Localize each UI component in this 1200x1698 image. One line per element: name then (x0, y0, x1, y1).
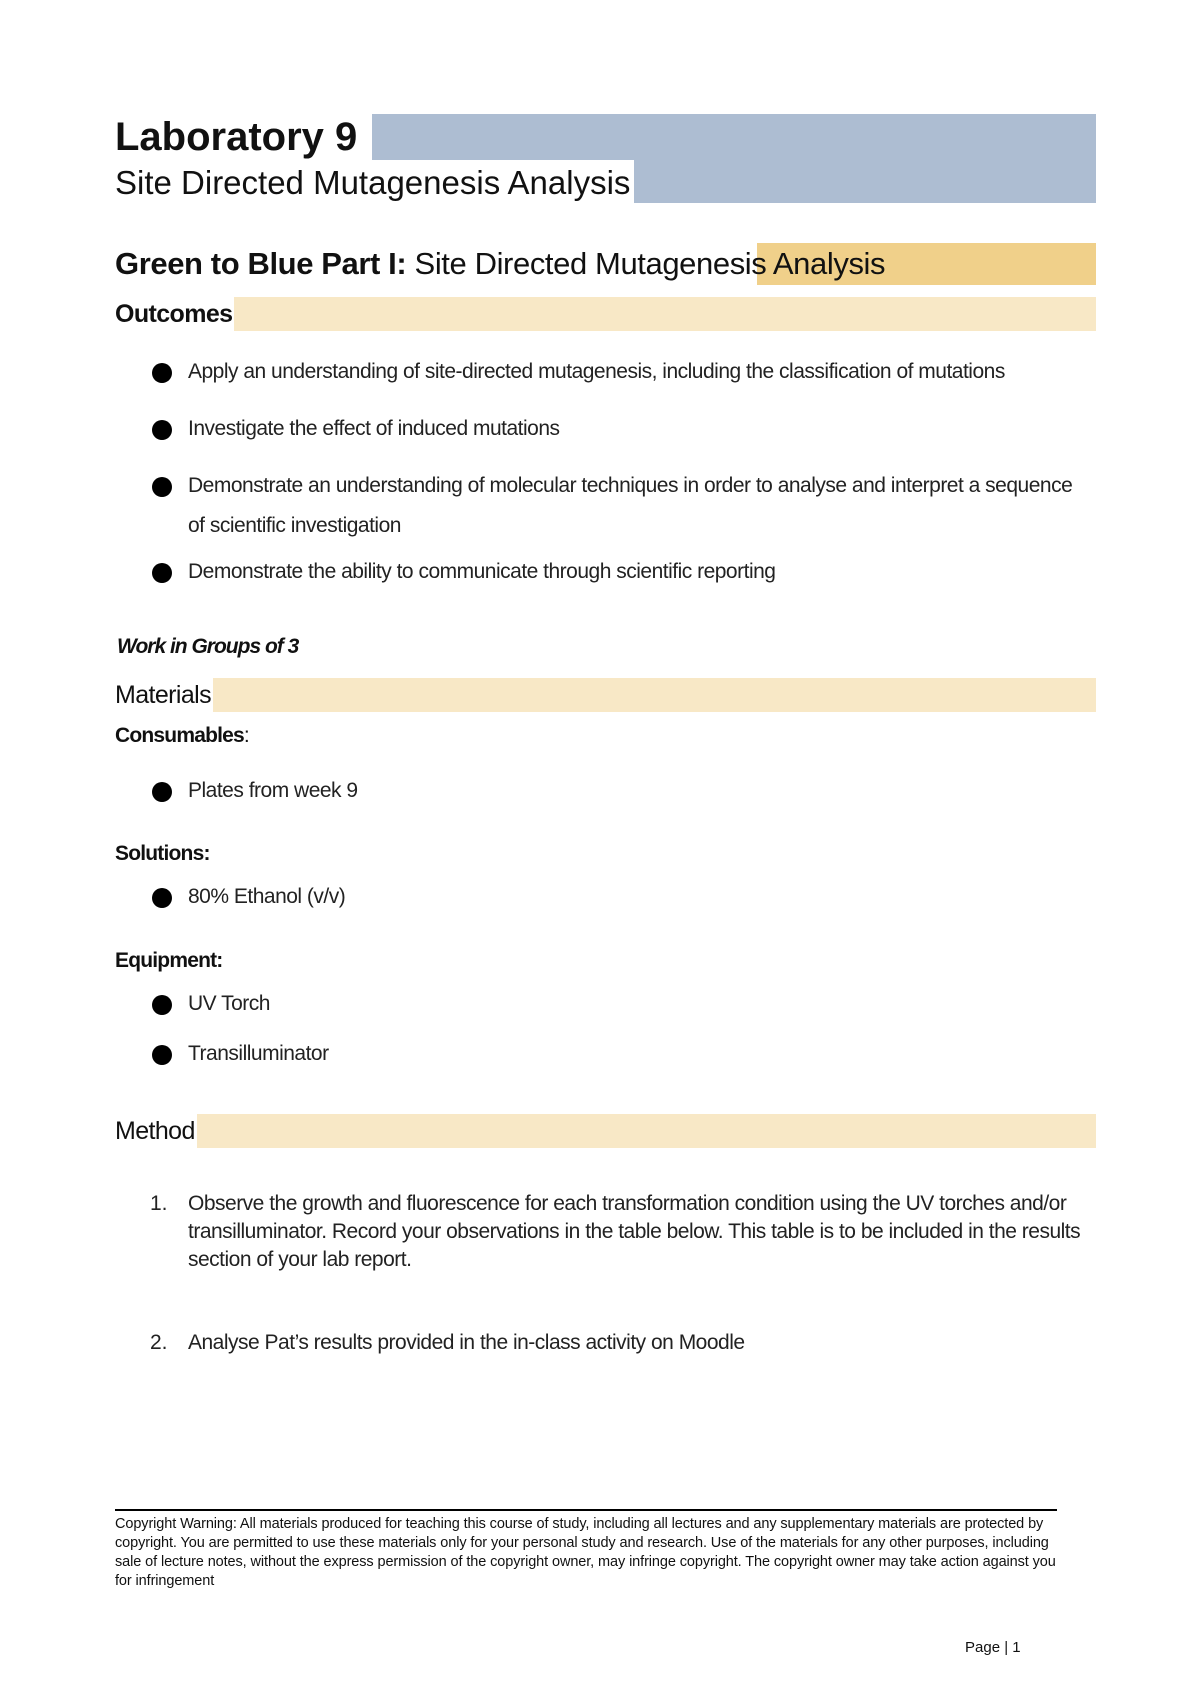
outcome-item: Demonstrate the ability to communicate through scientific reporting (188, 560, 776, 583)
method-step-number: 1. (150, 1192, 168, 1215)
part-heading-highlight: Analysis (772, 246, 886, 281)
group-note: Work in Groups of 3 (117, 635, 299, 658)
method-section-bar (115, 1114, 1096, 1148)
method-step-text: Observe the growth and fluorescence for each transformation condition using the UV torches and/or transilluminator. Record your observations in the table below. This table is to be included in the results section of your lab report. (188, 1192, 1081, 1271)
bullet-icon (152, 477, 172, 497)
equipment-item: Transilluminator (188, 1042, 329, 1065)
page-subtitle: Site Directed Mutagenesis Analysis (115, 160, 634, 206)
part-heading-normal: Site Directed Mutagenesis (414, 246, 767, 281)
outcome-item: Apply an understanding of site-directed mutagenesis, including the classification of mutations (188, 360, 1005, 383)
method-step-text: Analyse Pat’s results provided in the in-class activity on Moodle (188, 1331, 745, 1354)
bullet-icon (152, 782, 172, 802)
outcomes-heading: Outcomes (115, 297, 234, 331)
equipment-item: UV Torch (188, 992, 270, 1015)
solution-item: 80% Ethanol (v/v) (188, 885, 346, 908)
bullet-icon (152, 563, 172, 583)
solutions-label: Solutions: (115, 842, 210, 865)
consumable-item: Plates from week 9 (188, 779, 358, 802)
outcomes-section-bar (115, 297, 1096, 331)
method-step-number: 2. (150, 1331, 168, 1354)
consumables-label-text: Consumables (115, 724, 244, 747)
method-heading: Method (115, 1114, 197, 1148)
bullet-icon (152, 1045, 172, 1065)
outcome-item: Demonstrate an understanding of molecular techniques in order to analyse and interpret a sequence of scientific investigation (188, 474, 1073, 537)
bullet-icon (152, 888, 172, 908)
equipment-label: Equipment: (115, 949, 223, 972)
bullet-icon (152, 363, 172, 383)
materials-heading: Materials (115, 678, 213, 712)
materials-section-bar (115, 678, 1096, 712)
bullet-icon (152, 995, 172, 1015)
outcome-item: Investigate the effect of induced mutations (188, 417, 560, 440)
consumables-label (115, 722, 249, 750)
page-number: Page | 1 (965, 1639, 1021, 1656)
footer-divider (115, 1509, 1057, 1511)
part-heading-bold: Green to Blue Part I: (115, 246, 407, 281)
page-title: Laboratory 9 (115, 112, 367, 162)
bullet-icon (152, 420, 172, 440)
part-heading (115, 243, 887, 285)
consumables-colon: : (243, 724, 249, 747)
copyright-warning: Copyright Warning: All materials produced for teaching this course of study, including all lectures and any supplementary materials are protected by copyright. You are permitted to use these materials only for your personal study and research. Use of the materials for any other purposes, including sale of lecture notes, without the express permission of the copyright owner, may infringe copyright. The copyright owner may take action against you for infringement (115, 1516, 1056, 1589)
